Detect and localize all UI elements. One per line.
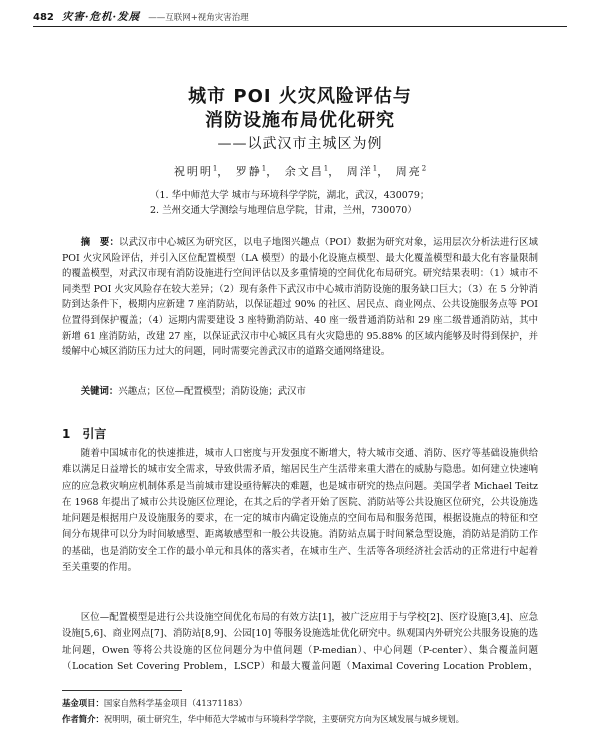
author-name: 祝明明 bbox=[173, 165, 213, 178]
author-affiliation-mark: 1 bbox=[261, 164, 267, 173]
footnote-divider bbox=[62, 690, 182, 691]
keywords-label: 关键词： bbox=[80, 386, 119, 397]
paper-subtitle: ——以武汉市主城区为例 bbox=[217, 136, 383, 152]
keywords bbox=[62, 385, 538, 399]
journal-title: 灾害·危机·发展 bbox=[61, 11, 141, 23]
section-heading-introduction: 1 引言 bbox=[62, 427, 107, 441]
author-name: 周洋 bbox=[346, 165, 373, 178]
body-paragraph-2: 区位—配置模型是进行公共设施空间优化布局的有效方法[1]，被广泛应用于与学校[2]、医疗设施[3,4]、应急设施[5,6]、商业网点[7]、消防站[8,9]、公园[10] 等服务设施选址优化研究中。纵观国内外研究公共服务设施的选址问题，Owen 等将公共设施的区位问题分为中值问题（P-median）、中心问题（P-center）、集合覆盖问题（Location Set Covering Problem，LSCP）和最大覆盖问题（Maximal Covering Location Problem， bbox=[62, 612, 538, 672]
keywords-text: 兴趣点；区位—配置模型；消防设施；武汉市 bbox=[118, 386, 306, 397]
author-name: 余文昌 bbox=[284, 165, 324, 178]
funding-text: 国家自然科学基金项目（41371183） bbox=[103, 698, 248, 708]
body-paragraph-1: 随着中国城市化的快速推进，城市人口密度与开发强度不断增大，特大城市交通、消防、医疗等基础设施供给难以满足日益增长的城市安全需求，导致供需矛盾，缩居民生产生活带来重大潜在的威胁与隐患。如何建立快速响应的应急救灾响应机制体系是当前城市建设亟待解决的难题，也是城市研究的热点问题。美国学者 Michael Teitz 在 1968 年提出了城市公共设施区位理论，在其之后的学者开始了医院、消防站等公共设施区位研究，公共设施选址问题是根据用户及设施服务的要求，在一定的城市内确定设施点的空间布局和服务范围，根据设施点的特征和空间分布规律可以分为时间敏感型、距离敏感型和一般公共设施。消防站点属于时间紧急型设施，消防站是消防工作的基础，也是消防安全工作的最小单元和具体的落实者，在城市生产、生活等各项经济社会活动的正常进行中起着至关重要的作用。 bbox=[62, 448, 538, 574]
author-affiliation-mark: 1 bbox=[323, 164, 329, 173]
paper-title-line-1: 城市 POI 火灾风险评估与 bbox=[188, 86, 412, 107]
author-bio-label: 作者简介： bbox=[62, 714, 104, 724]
affiliation-2: 2. 兰州交通大学测绘与地理信息学院，甘肃，兰州，730070） bbox=[150, 205, 417, 216]
affiliation-1: （1. 华中师范大学 城市与环境科学学院，湖北，武汉，430079； bbox=[150, 190, 430, 201]
section-title: ——互联网+视角灾害治理 bbox=[148, 13, 249, 23]
abstract-text: 以武汉市中心城区为研究区，以电子地图兴趣点（POI）数据为研究对象，运用层次分析法进行区域 POI 火灾风险评估，并引入区位配置模型（LA 模型）的最小化设施点模型、最大化覆盖模型和最大化有容量限制的覆盖模型，对武汉市现有消防设施进行空间评估以及多重情境的空间优化布局研究。研究结果表明：（1）城市不同类型 POI 火灾风险存在较大差异；（2）现有条件下武汉市中心城市消防设施的服务缺口巨大；（3）在 5 分钟消防到达条件下，极期内应新建 7 座消防站，以保证超过 90% 的社区、居民点、商业网点、公共设施服务点等 POI 位置得到保护覆盖；（4）远期内需要建设 3 座特勤消防站、40 座一级普通消防站和 29 座二级普通消防站，其中新增 61 座消防站，改建 27 座，以保证武汉市中心城区具有火灾隐患的 95.88% 的区域内能够及时得到保护，并缓解中心城区消防压力过大的问题，同时需要完善武汉市的道路交通网络建设。 bbox=[62, 237, 538, 358]
author-affiliation-mark: 1 bbox=[212, 164, 218, 173]
author-list: 祝明明$^1$， 罗静$^1$， 余文昌$^1$， 周洋$^1$， 周亮$^2$ bbox=[173, 164, 427, 178]
funding-label: 基金项目： bbox=[62, 698, 104, 708]
author-name: 罗静 bbox=[235, 165, 262, 178]
footnote-funding bbox=[62, 697, 538, 709]
author-affiliation-mark: 2 bbox=[421, 164, 427, 173]
running-header bbox=[33, 10, 567, 27]
page-number: 482 bbox=[33, 12, 54, 23]
author-name: 周亮 bbox=[395, 165, 422, 178]
abstract-label: 摘 要： bbox=[80, 237, 120, 248]
paper-title-line-2: 消防设施布局优化研究 bbox=[205, 110, 395, 131]
author-affiliation-mark: 1 bbox=[372, 164, 378, 173]
abstract bbox=[62, 235, 538, 375]
author-bio-text: 祝明明，硕士研究生，华中师范大学城市与环境科学学院，主要研究方向为区域发展与城乡规划。 bbox=[103, 714, 464, 724]
footnote-author-bio bbox=[62, 713, 538, 725]
